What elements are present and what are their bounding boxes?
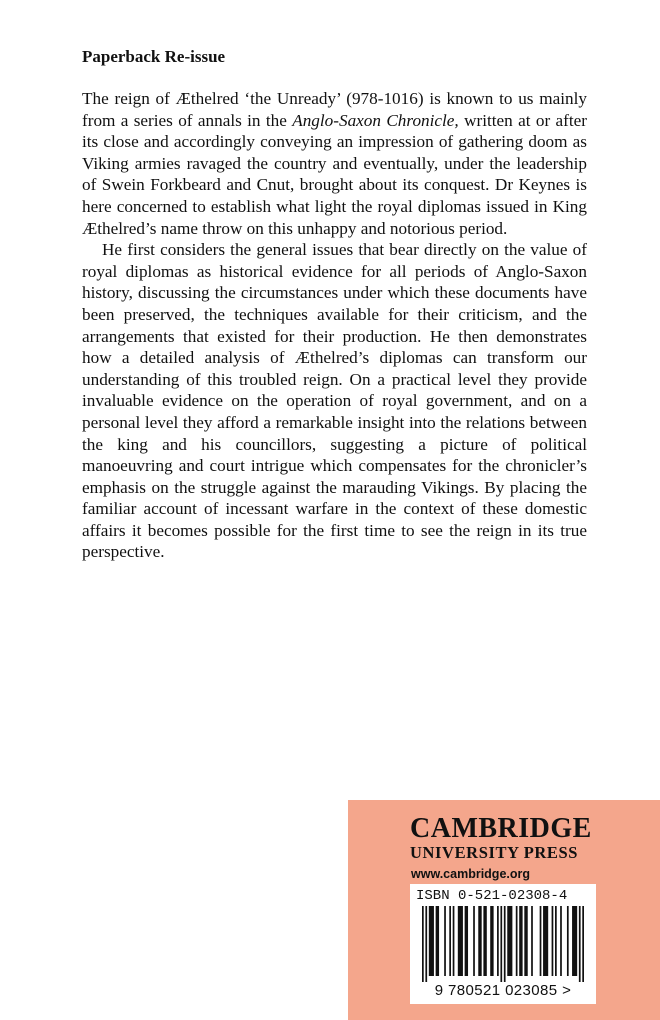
barcode-bar xyxy=(465,906,468,976)
barcode-bar xyxy=(449,906,451,976)
barcode-bar xyxy=(429,906,434,976)
publisher-name: CAMBRIDGE xyxy=(410,813,592,844)
barcode-bar xyxy=(567,906,569,976)
barcode-bar xyxy=(422,906,424,982)
barcode-bar xyxy=(436,906,439,976)
chronicle-title: Anglo-Saxon Chronicle, xyxy=(292,110,459,130)
publisher-press: UNIVERSITY PRESS xyxy=(410,843,579,862)
barcode-bar xyxy=(504,906,506,982)
barcode-bar xyxy=(543,906,548,976)
barcode-bar xyxy=(524,906,527,976)
paragraph-1-start: The reign of Æthelred ‘the Unready’ (978-1016) is known to us mainly from a series of annals in the xyxy=(82,89,587,130)
barcode-bar xyxy=(540,906,542,976)
barcode-bar xyxy=(453,906,455,976)
paragraph-1-end: written at or after its close and accordingly conveying an impression of gathering doom as Viking armies ravaged the country and eventually, under the leadership of Swein Forkbeard and Cnut, brought about its conquest. Dr Keynes is here concerned to establish what light the royal diplomas issued in King Æthelred’s name throw on this unhappy and notorious period. xyxy=(82,110,588,238)
barcode-icon xyxy=(422,906,584,982)
barcode-bar xyxy=(458,906,463,976)
barcode-bar xyxy=(507,906,512,976)
back-cover-heading: Paperback Re-issue xyxy=(82,47,226,66)
barcode-bar xyxy=(444,906,446,976)
barcode-bar xyxy=(572,906,577,976)
barcode-bar xyxy=(500,906,502,982)
barcode-bar xyxy=(582,906,584,982)
barcode-bar xyxy=(560,906,562,976)
publisher-panel xyxy=(348,800,660,1020)
barcode-bar xyxy=(473,906,475,976)
isbn-label: ISBN 0-521-02308-4 xyxy=(416,888,568,904)
barcode-bar xyxy=(490,906,493,976)
barcode-bar xyxy=(531,906,533,976)
barcode-bar xyxy=(516,906,518,976)
publisher-url: www.cambridge.org xyxy=(411,867,531,881)
barcode-bar xyxy=(478,906,481,976)
barcode-bar xyxy=(555,906,557,976)
blurb-text xyxy=(82,88,587,563)
barcode-bar xyxy=(497,906,499,976)
barcode-digits: 9 780521 023085 > xyxy=(434,982,572,999)
blurb-paragraph-2: He first considers the general issues that bear directly on the value of royal diplomas as historical evidence for all periods of Anglo-Saxon history, discussing the circumstances under which these documents have been preserved, the techniques available for their criticism, and the arrangements that existed for their production. He then demonstrates how a detailed analysis of Æthelred’s diplomas can transform our understanding of this troubled reign. On a practical level they provide invaluable evidence on the operation of royal government, and on a personal level they afford a remarkable insight into the relations between the king and his councillors, suggesting a picture of political manoeuvring and court intrigue which compensates for the chronicler’s emphasis on the struggle against the marauding Vikings. By placing the familiar account of incessant warfare in the context of these domestic affairs it becomes possible for the first time to see the reign in its true perspective. xyxy=(82,240,587,562)
barcode-bar xyxy=(552,906,554,976)
blurb-paragraph-1 xyxy=(82,88,587,239)
barcode-bar xyxy=(519,906,522,976)
barcode-bar xyxy=(425,906,427,982)
barcode-bar xyxy=(483,906,486,976)
barcode-box xyxy=(410,884,596,1004)
barcode-bar xyxy=(579,906,581,982)
